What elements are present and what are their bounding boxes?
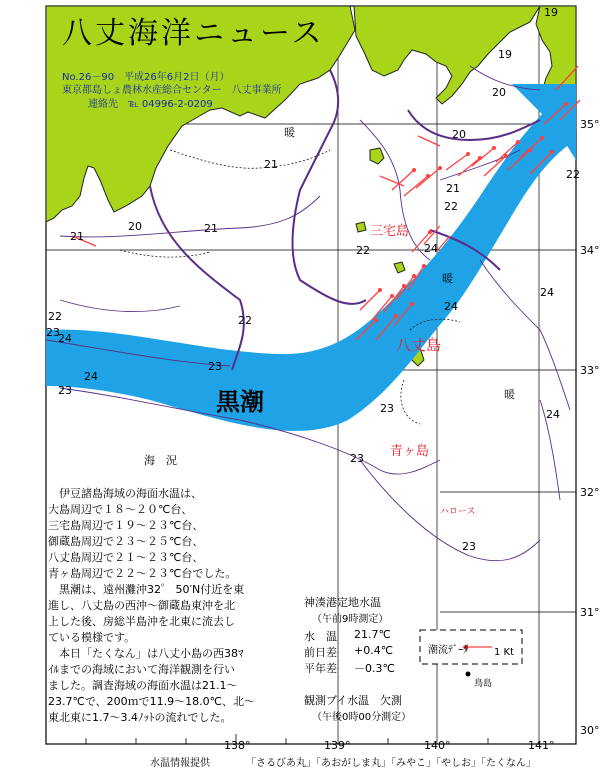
isotherm-label: 21 — [70, 230, 84, 243]
legend-scale: 1 Kt — [494, 647, 515, 658]
isotherm-label: 24 — [546, 408, 560, 421]
report-heading: 海 況 — [144, 454, 177, 467]
report-line: 本日「たくなん」は八丈小島の西38ﾏ — [48, 647, 244, 660]
report-line: 東北東に1.7～3.4ﾉｯﾄの流れでした。 — [48, 711, 232, 724]
report-line: ました。調査海域の海面水温は21.1～ — [48, 679, 238, 692]
isotherm-label: 21 — [264, 158, 278, 171]
lat-label: 33° — [580, 364, 600, 377]
legend-label: 潮流ﾃﾞｰﾀ — [428, 645, 468, 656]
report-line: 八丈島周辺で２１～２３℃台、 — [48, 551, 204, 564]
isotherm-label: 20 — [492, 86, 506, 99]
lat-label: 30° — [580, 724, 600, 737]
lon-label: 141° — [528, 739, 555, 752]
island-label-miyake: 三宅島 — [370, 224, 410, 239]
lat-label: 32° — [580, 486, 600, 499]
report-line: ｲﾙまでの海域において海洋観測を行い — [48, 663, 235, 676]
isotherm-label: 19 — [498, 48, 512, 61]
lon-label: 139° — [324, 739, 351, 752]
report-line: 大島周辺で１８～２０℃台、 — [48, 503, 193, 516]
harbor-temp-value: 21.7℃ — [354, 628, 391, 641]
island-label-hachijo: 八丈島 — [396, 336, 442, 354]
isotherm-label: 20 — [452, 128, 466, 141]
warm-mark: 暖 — [442, 272, 453, 285]
buoy-title: 観測ブイ水温 欠測 — [304, 694, 403, 707]
report-line: 23.7℃で、200ｍで11.9～18.0℃、北～ — [48, 695, 255, 708]
warm-mark: 暖 — [504, 388, 515, 401]
lon-label: 140° — [424, 739, 451, 752]
lat-label: 31° — [580, 606, 600, 619]
harbor-temp-label: 水 温 — [304, 630, 337, 643]
lon-label: 138° — [224, 739, 251, 752]
page-title: 八丈海洋ニュース — [62, 16, 325, 51]
isotherm-label: 22 — [356, 244, 370, 257]
isotherm-label: 22 — [238, 314, 252, 327]
isotherm-label: 24 — [424, 242, 438, 255]
isotherm-label: 24 — [444, 300, 458, 313]
isotherm-label: 22 — [48, 310, 62, 323]
isotherm-label: 21 — [204, 222, 218, 235]
isotherm-label: 22 — [444, 200, 458, 213]
buoy-time: （午後0時00分測定） — [312, 712, 412, 723]
harbor-temp-label: 前日差 — [304, 646, 337, 659]
harbor-temp-time: （午前9時測定） — [312, 614, 389, 625]
report-line: 上した後、房総半島沖を北東に流去し — [48, 615, 235, 628]
isotherm-label: 20 — [128, 220, 142, 233]
isotherm-label: 24 — [540, 286, 554, 299]
lat-label: 35° — [580, 118, 600, 131]
report-line: 御蔵島周辺で２３～２５℃台、 — [48, 535, 204, 548]
isotherm-label: 23 — [380, 402, 394, 415]
org-line: 東京都島しょ農林水産総合センター 八丈事業所 — [62, 85, 282, 96]
credit-ships: 「さるびあ丸」「あおがしま丸」「みやこ」「やしお」「たくなん」 — [246, 758, 536, 769]
isotherm-label: 19 — [544, 6, 558, 19]
harbor-temp-value: －0.3℃ — [354, 662, 395, 675]
isotherm-label: 23 — [462, 540, 476, 553]
harbor-temp-title: 神湊港定地水温 — [304, 596, 381, 609]
island-label-aogashima: 青ヶ島 — [390, 444, 430, 459]
harbor-temp-label: 平年差 — [304, 662, 337, 675]
isotherm-label: 23 — [350, 452, 364, 465]
kuroshio-label: 黒潮 — [216, 388, 264, 416]
report-line: 進し、八丈島の西沖～御蔵島東沖を北 — [48, 599, 235, 612]
isotherm-label: 23 — [208, 360, 222, 373]
isotherm-label: 23 — [58, 384, 72, 397]
report-line: 青ヶ島周辺で２２～２３℃台でした。 — [48, 567, 237, 580]
credit-prefix: 水温情報提供 — [150, 758, 210, 769]
harbor-temp-value: +0.4℃ — [354, 644, 394, 657]
report-line: 黒潮は、遠州灘沖32゜ 50′N付近を東 — [48, 583, 245, 596]
isotherm-label: 24 — [58, 332, 72, 345]
island-label-torishima: 鳥島 — [474, 679, 493, 689]
report-line: 伊豆諸島海域の海面水温は、 — [48, 487, 202, 500]
isotherm-label: 23 — [46, 326, 60, 339]
contact-line: 連絡先 ℡ 04996-2-0209 — [88, 99, 213, 110]
isotherm-label: 24 — [84, 370, 98, 383]
isotherm-label: 22 — [566, 168, 580, 181]
report-line: 三宅島周辺で１９～２３℃台、 — [48, 519, 204, 532]
report-line: ている模様です。 — [48, 631, 136, 644]
issue-line: No.26－90 平成26年6月2日（月） — [62, 72, 230, 83]
warm-mark: 暖 — [284, 126, 295, 139]
isotherm-label: 21 — [446, 182, 460, 195]
lat-label: 34° — [580, 244, 600, 257]
island-label-halo: ハロース — [440, 507, 476, 517]
